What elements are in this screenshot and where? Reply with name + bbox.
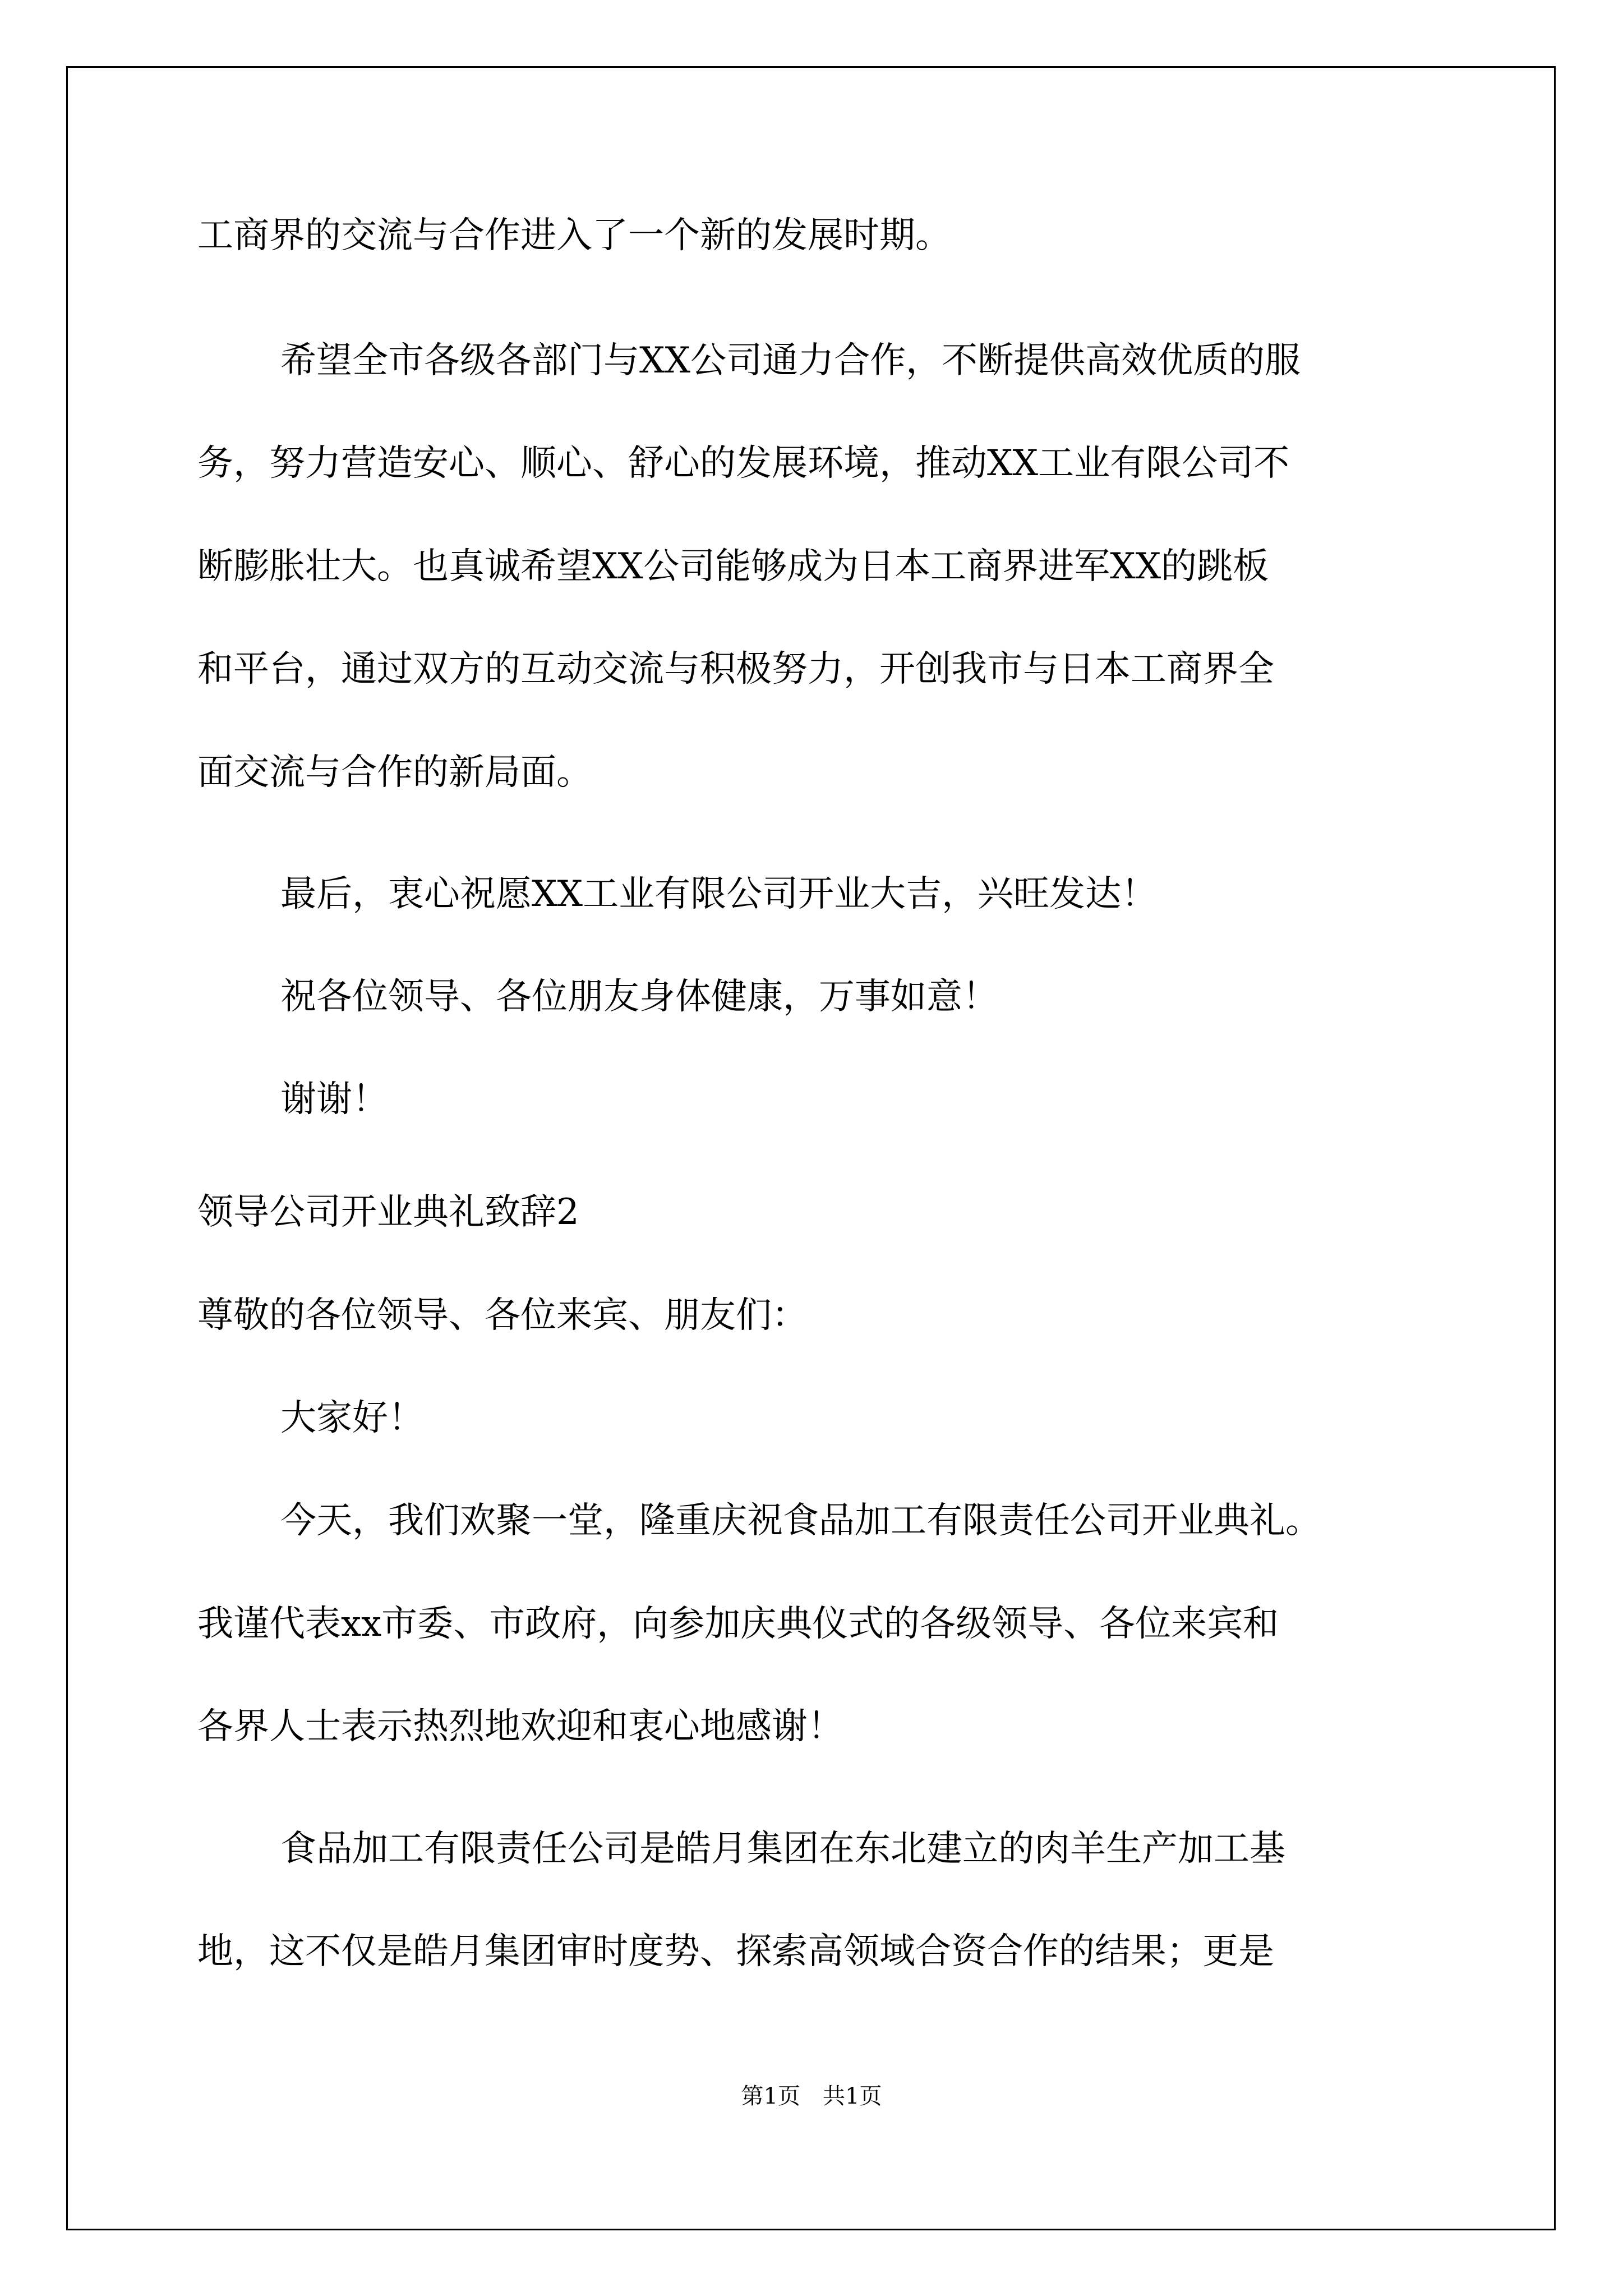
- paragraph-line: 食品加工有限责任公司是皓月集团在东北建立的肉羊生产加工基: [280, 1828, 1285, 1870]
- paragraph-line: 务，努力营造安心、顺心、舒心的发展环境，推动XX工业有限公司不: [197, 443, 1290, 484]
- page-border: [66, 66, 1556, 2230]
- page-number-footer: 第1页 共1页: [741, 2083, 882, 2109]
- paragraph-line: 今天，我们欢聚一堂，隆重庆祝食品加工有限责任公司开业典礼。: [280, 1500, 1321, 1542]
- paragraph-line: 谢谢！: [280, 1079, 388, 1120]
- paragraph-line: 地，这不仅是皓月集团审时度势、探索高领域合资合作的结果；更是: [197, 1931, 1274, 1972]
- salutation-line: 尊敬的各位领导、各位来宾、朋友们：: [197, 1295, 808, 1336]
- paragraph-line: 最后，衷心祝愿XX工业有限公司开业大吉，兴旺发达！: [280, 873, 1158, 915]
- paragraph-line: 断膨胀壮大。也真诚希望XX公司能够成为日本工商界进军XX的跳板: [197, 546, 1269, 587]
- paragraph-line: 祝各位领导、各位朋友身体健康，万事如意！: [280, 976, 998, 1018]
- paragraph-line: 大家好！: [280, 1397, 424, 1439]
- section-heading: 领导公司开业典礼致辞2: [197, 1191, 579, 1233]
- paragraph-line: 我谨代表xx市委、市政府，向参加庆典仪式的各级领导、各位来宾和: [197, 1603, 1279, 1645]
- paragraph-line: 面交流与合作的新局面。: [197, 752, 592, 793]
- paragraph-line: 希望全市各级各部门与XX公司通力合作，不断提供高效优质的服: [280, 340, 1301, 381]
- paragraph-line: 工商界的交流与合作进入了一个新的发展时期。: [197, 215, 951, 256]
- paragraph-line: 各界人士表示热烈地欢迎和衷心地感谢！: [197, 1706, 843, 1747]
- paragraph-line: 和平台，通过双方的互动交流与积极努力，开创我市与日本工商界全: [197, 648, 1274, 690]
